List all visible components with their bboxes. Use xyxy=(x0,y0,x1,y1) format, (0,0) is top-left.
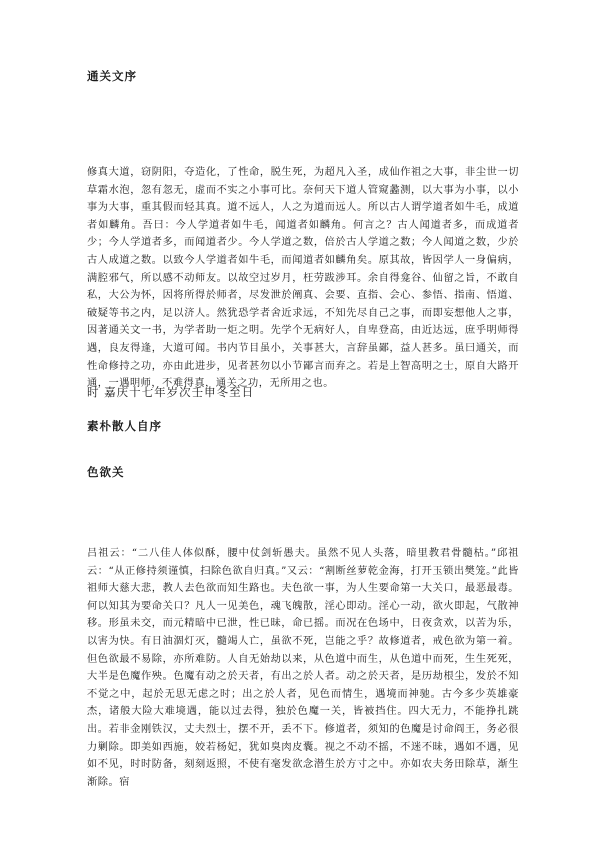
chapter-body: 吕祖云：“二八佳人体似酥，腰中仗剑斩愚夫。虽然不见人头落，暗里教君骨髓枯。”邱祖云：“从正修持须谨慎，扫除色欲自归真。”又云：“割断丝萝乾金海，打开玉锁出樊笼。”此皆祖师大慈大悲，教人去色欲而知生路也。夫色欲一事，为人生要命第一大关口，最恶最毒。何以知其为要命关口？凡人一见美色，魂飞魄散，淫心即动。淫心一动，欲火即起，气散神移。形虽未交，而元精暗中已泄，性已昧，命已摇。而况在色场中，日夜贪欢，以苦为乐，以害为快。有日油涸灯灭，髓竭人亡，虽欲不死，岂能之乎？故修道者，戒色欲为第一着。但色欲最不易除，亦所难防。人自无始劫以来，从色道中而生，从色道中而死，生生死死，大半是色魔作殃。色魔有动之於天者，有出之於人者。动之於天者，是历劫根尘，发於不知不觉之中，起於无思无虑之时；出之於人者，见色而情生，遇境而神驰。古今多少英雄豪杰，诸般大险大难境遇，能以过去得，独於色魔一关，皆被挡住。四大无力，不能挣扎跳出。若非金刚铁汉，丈夫烈士，摆不开，丢不下。修道者，须知的色魔是讨命阎王，务必很力剿除。即美如西施，姣若杨妃，犹如臭肉皮囊。视之不动不摇，不迷不昧，遇如不遇，见如不见，时时防备，刻刻返照，不使有毫发欲念潜生於方寸之中。亦如农夫务田除草，渐生渐除。宿 xyxy=(87,548,519,788)
preface-body: 修真大道，窃阴阳，夺造化，了性命，脱生死，为超凡入圣，成仙作祖之大事，非尘世一切草霜水泡，忽有忽无，虚而不实之小事可比。奈何天下道人管窥蠡测，以大事为小事，以小事为大事，重其假而轻其真。道不远人，人之为道而远人。所以古人谓学道者如牛毛，成道者如麟角。吾曰：今人学道者如牛毛，闻道者如麟角。何言之？古人闻道者多，而成道者少；今人学道者多，而闻道者少。今人学道之数，倍於古人学道之数；今人闻道之数，少於古人成道之数。以致今人学道者如牛毛，而闻道者如麟角矣。原其故，皆因学人一身偏病，满腔邪气，所以感不动师友。以故空过岁月，枉劳跋涉耳。余自得龛谷、仙留之旨，不敢自私，大公为怀，因将所得於师者，尽发泄於阐真、会要、直指、会心、参悟、指南、悟道、破疑等书之内，足以济人。然犹恐学者舍近求远，不知先尽自己之事，而即妄想他人之事，因著通关文一书，为学者助一炬之明。先学个无病好人，自卑登高，由近达远，庶乎明师得遇，良友得逢，大道可闻。书内节目虽小，关事甚大，言辞虽鄙，益人甚多。虽曰通关，而性命修持之功，亦由此进步，见者甚勿以小节鄙言而弃之。若是上智高明之士，原自大路开通，一遇明师，不难得真，通关之功，无所用之也。 xyxy=(87,167,519,390)
preface-title: 通关文序 xyxy=(87,69,137,83)
chapter-title: 色欲关 xyxy=(87,465,125,479)
date-line: 时 嘉庆十七年岁次壬申冬至日 xyxy=(87,385,255,399)
author-preface-title: 素朴散人自序 xyxy=(87,419,162,433)
